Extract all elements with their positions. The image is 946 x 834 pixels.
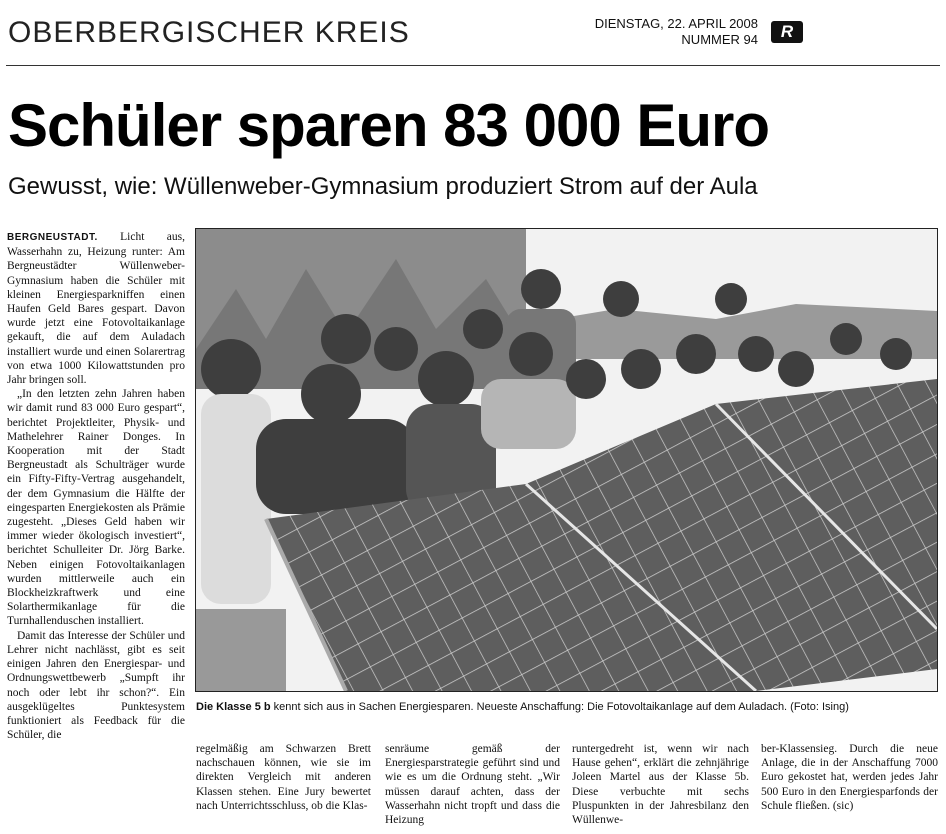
headline: Schüler sparen 83 000 Euro bbox=[8, 92, 770, 159]
photo-image bbox=[196, 229, 937, 691]
newspaper-logo-icon: R bbox=[771, 21, 803, 43]
caption-text: kennt sich aus in Sachen Energiesparen. Neueste Anschaffung: Die Fotovoltaikanlage auf dem Auladach. (Foto: Ising) bbox=[270, 701, 849, 713]
article-column-2: regelmäßig am Schwarzen Brett nachschauen können, wie sie im direkten Vergleich mit anderen Klassen stehen. Eine Jury bewertet nach Unterrichtsschluss, ob die Klas- bbox=[196, 743, 371, 812]
photo-caption bbox=[196, 700, 936, 714]
article-column-3: senräume gemäß der Energiesparstrategie geführt sind und wie es um die Ordnung steht. „Wir müssen darauf achten, dass der Wasserhahn nicht tropft und dass die Heizung bbox=[385, 743, 560, 827]
dateline: BERGNEUSTADT. bbox=[7, 232, 98, 243]
subheadline: Gewusst, wie: Wüllenweber-Gymnasium produziert Strom auf der Aula bbox=[8, 173, 758, 200]
paragraph-text: Licht aus, Wasserhahn zu, Heizung runter: Am Bergneustädter Wüllenweber-Gymnasium haben die Schüler mit kleinen Energiesparkniffen einen Haufen Geld Bares gespart. Davon wurde jetzt eine Fotovoltaikanlage gekauft, die auf dem Auladach installiert wurde und einen Solarertrag von etwa 1000 Kilowattstunden pro Jahr bringen soll. bbox=[7, 231, 185, 387]
news-photo bbox=[195, 228, 938, 692]
paragraph: „In den letzten zehn Jahren haben wir damit rund 83 000 Euro gespart“, berichtet Projektleiter, Physik- und Mathelehrer Rainer Donges. In Kooperation mit der Stadt Bergneustadt als Schulträger wurde ein Fifty-Fifty-Vertrag ausgehandelt, der dem Gymnasium die Hälfte der eingesparten Energiekosten als Prämie zugesteht. „Dieses Geld haben wir immer wieder ökologisch investiert“, berichtet Schulleiter Dr. Jörg Barke. Neben einigen Fotovoltaikanlagen wurden mittlerweile auch ein Blockheizkraftwerk und eine Solarthermikanlage für die Turnhallenduschen installiert. bbox=[7, 388, 185, 628]
issue-info bbox=[588, 16, 758, 48]
article-column-5: ber-Klassensieg. Durch die neue Anlage, die in der Anschaffung 7000 Euro gekostet hat, werden jedes Jahr 500 Euro in den Energiesparfonds der Schule fließen. (sic) bbox=[761, 743, 938, 812]
article-column-1 bbox=[7, 230, 185, 742]
paragraph bbox=[7, 230, 185, 387]
paragraph: Damit das Interesse der Schüler und Lehrer nicht nachlässt, gibt es seit einigen Jahren den Energiespar- und Ordnungswettbewerb „Sumpft ihr noch oder lebt ihr schon?“. Ein ausgeklügeltes Punktesystem funktioniert als Feedback für die Schüler, die bbox=[7, 629, 185, 742]
issue-number: NUMMER 94 bbox=[681, 32, 758, 47]
caption-lead: Die Klasse 5 b bbox=[196, 701, 271, 713]
article-column-4: runtergedreht ist, wenn wir nach Hause gehen“, erklärt die zehnjährige Joleen Martel aus der Klasse 5b. Diese verbuchte mit sechs Pluspunkten in der Jahresbilanz den Wüllenwe- bbox=[572, 743, 749, 827]
issue-date: DIENSTAG, 22. APRIL 2008 bbox=[594, 16, 758, 31]
header-rule bbox=[6, 65, 940, 66]
section-title: OBERBERGISCHER KREIS bbox=[8, 16, 410, 49]
